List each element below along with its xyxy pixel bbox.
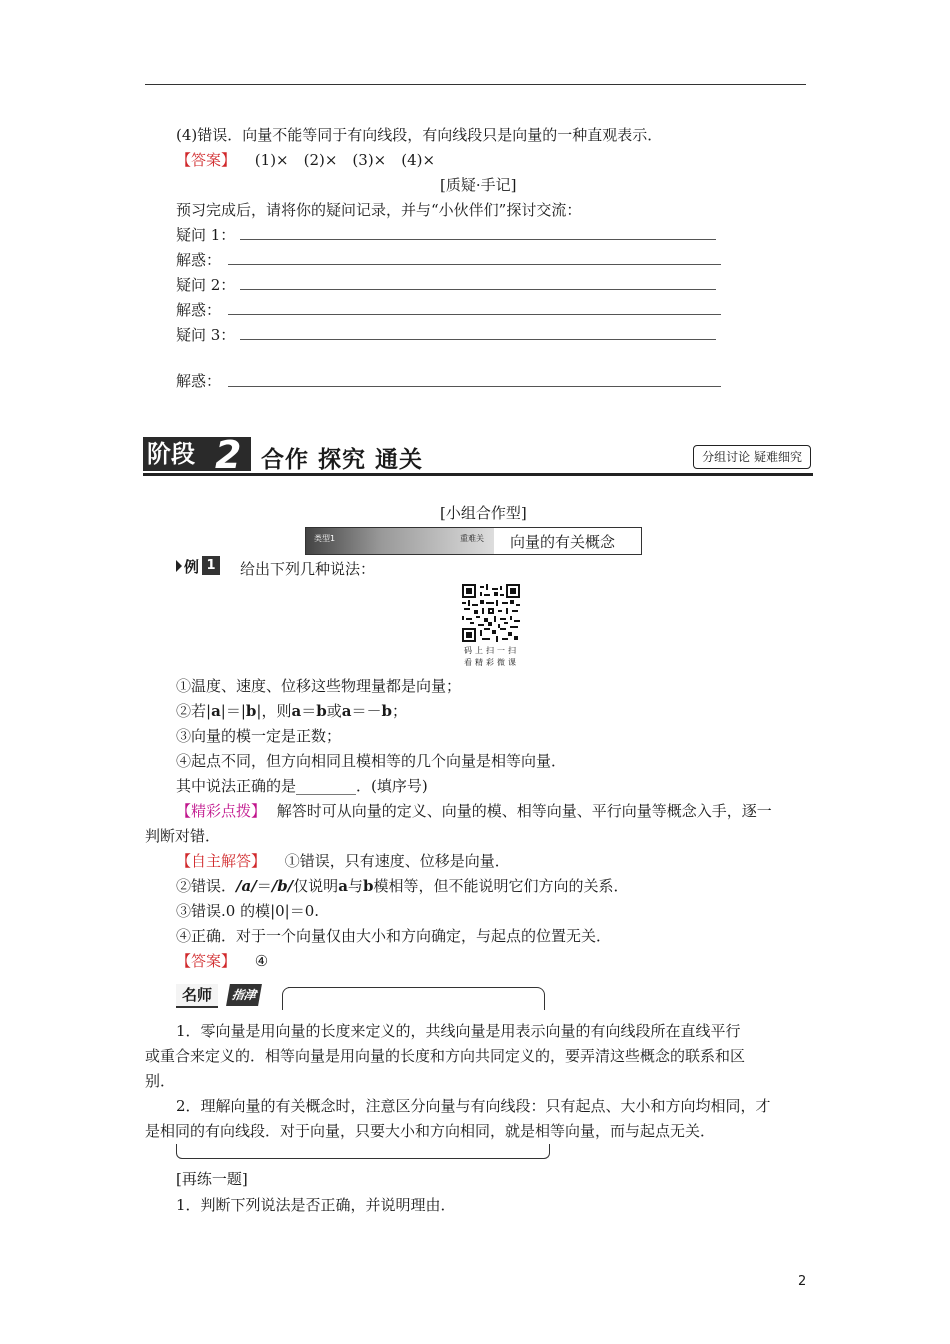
- group-heading: [小组合作型]: [440, 504, 527, 522]
- teacher-p1-line2: 或重合来定义的．相等向量是用向量的长度和方向共同定义的，要弄清这些概念的联系和区: [145, 1047, 746, 1065]
- qr-code-icon[interactable]: [462, 584, 520, 642]
- header-rule: [145, 84, 806, 85]
- teacher-p1-line3: 别．: [145, 1072, 176, 1090]
- example-badge: [176, 556, 222, 576]
- hint-text-2: 判断对错．: [145, 827, 221, 845]
- stage-banner: [143, 433, 813, 477]
- example-number: 1: [202, 556, 220, 575]
- teacher-label-2: 指津: [226, 984, 262, 1006]
- difficulty-label: 重难关: [460, 534, 484, 543]
- notes-heading: [质疑·手记]: [440, 176, 517, 194]
- practice-heading: [再练一题]: [176, 1170, 248, 1188]
- notes-intro: 预习完成后，请将你的疑问记录，并与“小伙伴们”探讨交流：: [176, 201, 582, 219]
- solution-line-3: ③错误.0 的模|0|＝0.: [176, 902, 320, 920]
- hint-text-1: 解答时可从向量的定义、向量的模、相等向量、平行向量等概念入手，逐一: [276, 802, 772, 820]
- question-2-blank[interactable]: [240, 289, 716, 290]
- teacher-guidance-header: [176, 984, 548, 1010]
- type-label: 类型1: [314, 534, 336, 543]
- solution-line-2: ②错误．/a/＝/b/仅说明a与b模相等，但不能说明它们方向的关系．: [176, 877, 629, 895]
- stage-number: 2: [215, 433, 242, 477]
- answer-1-blank[interactable]: [228, 264, 721, 265]
- solution-text-1: ①错误，只有速度、位移是向量．: [284, 852, 510, 870]
- answer-3-label: 解惑：: [176, 372, 222, 390]
- teacher-tab: [176, 984, 280, 1006]
- hint-tag: 【精彩点拨】: [176, 802, 267, 820]
- answer-line-1: [176, 149, 435, 170]
- teacher-label-1: 名师: [176, 984, 218, 1008]
- statement-3: ③向量的模一定是正数；: [176, 727, 342, 745]
- answer-value-2: ④: [254, 952, 269, 970]
- paragraph-4-explanation: (4)错误．向量不能等同于有向线段，有向线段只是向量的一种直观表示．: [176, 126, 663, 144]
- answer-line-2: [176, 950, 268, 971]
- example-question: 其中说法正确的是________．(填序号): [176, 777, 428, 795]
- type-heading-box: [305, 527, 642, 555]
- statement-2: ②若|a|＝|b|，则a＝b或a＝－b；: [176, 702, 407, 720]
- hint-line-1: [176, 800, 772, 821]
- teacher-p1-line1: 1．零向量是用向量的长度来定义的，共线向量是用表示向量的有向线段所在直线平行: [176, 1022, 741, 1040]
- example-label: 例: [184, 558, 200, 576]
- example-stem: 给出下列几种说法：: [240, 560, 376, 578]
- question-3-label: 疑问 3：: [176, 326, 236, 344]
- question-1-label: 疑问 1：: [176, 226, 236, 244]
- triangle-icon: [176, 560, 182, 572]
- solution-line-4: ④正确．对于一个向量仅由大小和方向确定，与起点的位置无关．: [176, 927, 612, 945]
- qr-caption-1: 码上扫一扫: [464, 646, 519, 655]
- teacher-p2-line2: 是相同的有向线段．对于向量，只要大小和方向相同，就是相等向量，而与起点无关．: [145, 1122, 716, 1140]
- solution-tag: 【自主解答】: [176, 852, 267, 870]
- question-2-label: 疑问 2：: [176, 276, 236, 294]
- teacher-p2-line1: 2．理解向量的有关概念时，注意区分向量与有向线段：只有起点、大小和方向均相同，才: [176, 1097, 771, 1115]
- practice-question-1: 1．判断下列说法是否正确，并说明理由．: [176, 1196, 456, 1214]
- answer-tag: 【答案】: [176, 151, 237, 169]
- answer-3-blank[interactable]: [228, 386, 721, 387]
- stage-tag: 分组讨论 疑难细究: [693, 445, 811, 469]
- statement-1: ①温度、速度、位移这些物理量都是向量；: [176, 677, 462, 695]
- stage-title: 合作 探究 通关: [261, 447, 424, 473]
- qr-caption-2: 看精彩微课: [464, 658, 519, 667]
- answer-tag-2: 【答案】: [176, 952, 237, 970]
- question-3-blank[interactable]: [240, 339, 716, 340]
- bracket-top: [288, 987, 545, 1010]
- type-title: 向量的有关概念: [510, 533, 616, 551]
- answer-1-label: 解惑：: [176, 251, 222, 269]
- page-number: 2: [798, 1274, 807, 1289]
- bracket-bottom: [176, 1144, 550, 1159]
- question-1-blank[interactable]: [240, 239, 716, 240]
- solution-line-1: [176, 850, 510, 871]
- stage-prefix: 阶段: [147, 440, 195, 468]
- statement-4: ④起点不同，但方向相同且模相等的几个向量是相等向量．: [176, 752, 567, 770]
- answer-value: (1)× (2)× (3)× (4)×: [254, 151, 436, 169]
- answer-2-label: 解惑：: [176, 301, 222, 319]
- answer-2-blank[interactable]: [228, 314, 721, 315]
